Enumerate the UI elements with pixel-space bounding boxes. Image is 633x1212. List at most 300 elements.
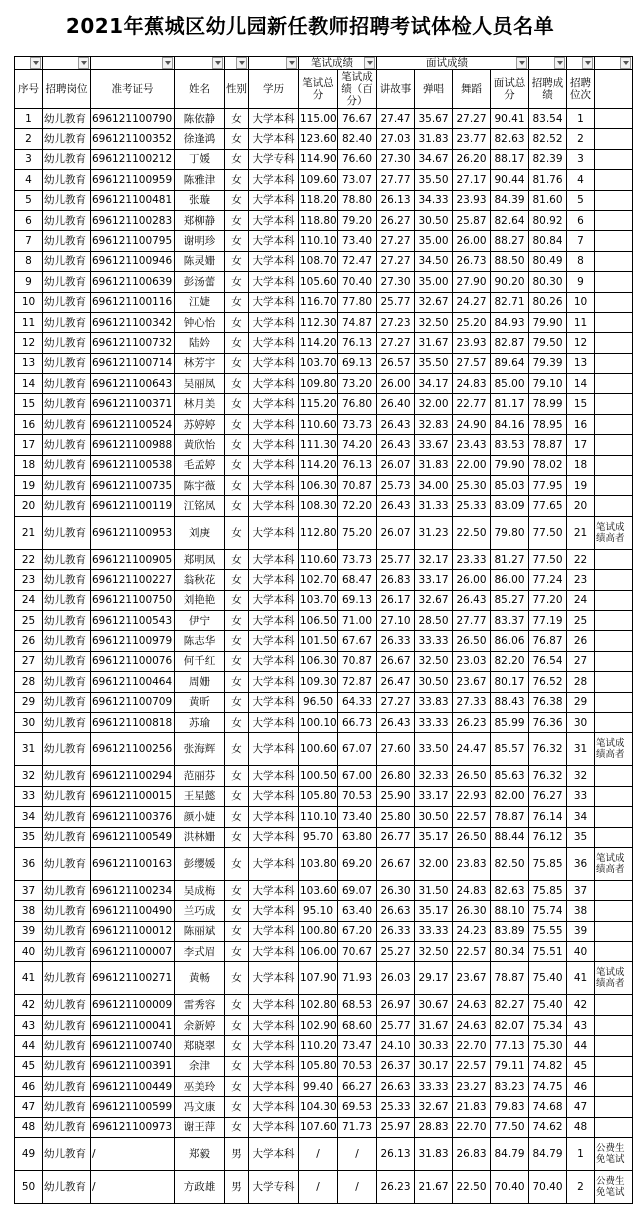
sing-cell: 34.33 (415, 190, 453, 210)
name-cell: 丁媛 (175, 149, 225, 169)
row-number: 6 (15, 210, 43, 230)
rank-cell: 27 (567, 651, 595, 671)
sex-cell: 女 (225, 1056, 249, 1076)
row-number: 50 (15, 1171, 43, 1204)
story-cell: 25.80 (377, 807, 415, 827)
group-header-written-label: 笔试成绩 (311, 57, 353, 69)
table-row (15, 374, 633, 394)
education-cell: 大学本科 (249, 210, 299, 230)
page-title: 2021年蕉城区幼儿园新任教师招聘考试体检人员名单 (65, 14, 555, 38)
story-cell: 26.23 (377, 1171, 415, 1204)
post-cell: 幼儿教育 (43, 807, 91, 827)
post-cell: 幼儿教育 (43, 942, 91, 962)
sing-cell: 34.67 (415, 149, 453, 169)
note-cell (595, 394, 633, 414)
final-score-cell: 70.40 (529, 1171, 567, 1204)
written-percent-cell: 68.60 (338, 1015, 377, 1035)
interview-total-cell: 84.39 (491, 190, 529, 210)
row-number: 27 (15, 651, 43, 671)
final-score-cell: 80.26 (529, 292, 567, 312)
written-percent-cell: 74.20 (338, 435, 377, 455)
written-percent-cell: 69.07 (338, 880, 377, 900)
row-number: 13 (15, 353, 43, 373)
story-cell: 26.77 (377, 827, 415, 847)
interview-total-cell: 80.34 (491, 942, 529, 962)
sex-cell: 女 (225, 712, 249, 732)
table-row (15, 129, 633, 149)
note-cell (595, 1036, 633, 1056)
dance-cell: 22.93 (453, 786, 491, 806)
note-cell (595, 251, 633, 271)
education-cell: 大学本科 (249, 251, 299, 271)
story-cell: 26.00 (377, 374, 415, 394)
row-number: 10 (15, 292, 43, 312)
written-total-cell: 114.20 (299, 455, 338, 475)
sex-cell: 女 (225, 129, 249, 149)
post-cell: 幼儿教育 (43, 1117, 91, 1137)
post-cell: 幼儿教育 (43, 476, 91, 496)
sing-cell: 33.33 (415, 712, 453, 732)
education-cell: 大学本科 (249, 394, 299, 414)
exam-id-cell: 696121100599 (91, 1097, 175, 1117)
dance-cell: 27.17 (453, 170, 491, 190)
final-score-cell: 77.65 (529, 496, 567, 516)
name-cell: 郑晓翠 (175, 1036, 225, 1056)
post-cell: 幼儿教育 (43, 1056, 91, 1076)
row-number: 42 (15, 995, 43, 1015)
final-score-cell: 79.50 (529, 333, 567, 353)
written-total-cell: 115.00 (299, 109, 338, 129)
filter-cell[interactable] (43, 57, 91, 70)
exam-id-cell: 696121100790 (91, 109, 175, 129)
education-cell: 大学本科 (249, 374, 299, 394)
rank-cell: 39 (567, 921, 595, 941)
exam-id-cell: 696121100639 (91, 272, 175, 292)
story-cell: 27.30 (377, 149, 415, 169)
story-cell: 26.07 (377, 516, 415, 549)
written-percent-cell: 71.00 (338, 610, 377, 630)
rank-cell: 12 (567, 333, 595, 353)
name-cell: 吴成梅 (175, 880, 225, 900)
exam-id-cell: 696121100959 (91, 170, 175, 190)
sex-cell: 女 (225, 692, 249, 712)
sing-cell: 32.67 (415, 590, 453, 610)
interview-total-cell: 82.50 (491, 847, 529, 880)
candidate-table (14, 56, 633, 1204)
sing-cell: 32.00 (415, 394, 453, 414)
dance-cell: 22.70 (453, 1036, 491, 1056)
written-total-cell: 103.70 (299, 353, 338, 373)
table-row (15, 231, 633, 251)
exam-id-cell: 696121100015 (91, 786, 175, 806)
dance-cell: 26.00 (453, 231, 491, 251)
dance-cell: 24.27 (453, 292, 491, 312)
rank-cell: 46 (567, 1077, 595, 1097)
education-cell: 大学本科 (249, 1056, 299, 1076)
col-header (595, 70, 633, 109)
filter-cell[interactable] (175, 57, 225, 70)
final-score-cell: 75.74 (529, 901, 567, 921)
written-total-cell: / (299, 1171, 338, 1204)
name-cell: 王星懿 (175, 786, 225, 806)
exam-id-cell: 696121100256 (91, 733, 175, 766)
dance-cell: 22.70 (453, 1117, 491, 1137)
written-percent-cell: 67.07 (338, 733, 377, 766)
sex-cell: 女 (225, 1117, 249, 1137)
name-cell: 徐逢鸿 (175, 129, 225, 149)
rank-cell: 13 (567, 353, 595, 373)
final-score-cell: 76.27 (529, 786, 567, 806)
table-row (15, 170, 633, 190)
interview-total-cell: 82.00 (491, 786, 529, 806)
written-total-cell: 115.20 (299, 394, 338, 414)
final-score-cell: 81.60 (529, 190, 567, 210)
story-cell: 26.30 (377, 880, 415, 900)
story-cell: 25.97 (377, 1117, 415, 1137)
sex-cell: 女 (225, 251, 249, 271)
dance-cell: 25.33 (453, 496, 491, 516)
rank-cell: 40 (567, 942, 595, 962)
written-total-cell: 110.20 (299, 1036, 338, 1056)
sex-cell: 女 (225, 733, 249, 766)
dance-cell: 27.90 (453, 272, 491, 292)
final-score-cell: 75.30 (529, 1036, 567, 1056)
written-percent-cell: 76.13 (338, 333, 377, 353)
education-cell: 大学本科 (249, 272, 299, 292)
education-cell: 大学本科 (249, 570, 299, 590)
sing-cell: 21.67 (415, 1171, 453, 1204)
row-number: 49 (15, 1138, 43, 1171)
written-total-cell: 105.60 (299, 272, 338, 292)
filter-cell[interactable] (15, 57, 43, 70)
exam-id-cell: 696121100905 (91, 549, 175, 569)
written-total-cell: 109.60 (299, 170, 338, 190)
row-number: 3 (15, 149, 43, 169)
interview-total-cell: 83.89 (491, 921, 529, 941)
written-total-cell: 106.30 (299, 476, 338, 496)
education-cell: 大学本科 (249, 1077, 299, 1097)
table-row (15, 496, 633, 516)
written-total-cell: 106.30 (299, 651, 338, 671)
sing-cell: 34.50 (415, 251, 453, 271)
written-total-cell: 103.70 (299, 590, 338, 610)
written-percent-cell: 69.53 (338, 1097, 377, 1117)
col-header: 性别 (225, 70, 249, 109)
written-total-cell: 100.10 (299, 712, 338, 732)
education-cell: 大学本科 (249, 610, 299, 630)
note-cell: 笔试成绩高者 (595, 962, 633, 995)
exam-id-cell: 696121100973 (91, 1117, 175, 1137)
row-number: 44 (15, 1036, 43, 1056)
post-cell: 幼儿教育 (43, 651, 91, 671)
final-score-cell: 80.30 (529, 272, 567, 292)
story-cell: 26.67 (377, 651, 415, 671)
filter-cell[interactable] (529, 57, 567, 70)
sing-cell: 33.17 (415, 786, 453, 806)
dance-cell: 26.20 (453, 149, 491, 169)
education-cell: 大学本科 (249, 292, 299, 312)
dance-cell: 24.90 (453, 414, 491, 434)
name-cell: 谢王萍 (175, 1117, 225, 1137)
sing-cell: 30.50 (415, 807, 453, 827)
exam-id-cell: 696121100449 (91, 1077, 175, 1097)
written-percent-cell: 74.87 (338, 312, 377, 332)
dance-cell: 25.20 (453, 312, 491, 332)
col-header: 笔试成绩（百分） (338, 70, 377, 109)
final-score-cell: 77.19 (529, 610, 567, 630)
rank-cell: 29 (567, 692, 595, 712)
note-cell (595, 631, 633, 651)
sex-cell: 女 (225, 516, 249, 549)
sex-cell: 女 (225, 827, 249, 847)
written-percent-cell: 69.13 (338, 353, 377, 373)
group-header-written[interactable] (299, 57, 377, 70)
story-cell: 26.37 (377, 1056, 415, 1076)
education-cell: 大学本科 (249, 672, 299, 692)
rank-cell: 31 (567, 733, 595, 766)
interview-total-cell: 82.63 (491, 129, 529, 149)
final-score-cell: 76.32 (529, 766, 567, 786)
filter-row (15, 57, 633, 70)
name-cell: 陈依静 (175, 109, 225, 129)
rank-cell: 17 (567, 435, 595, 455)
exam-id-cell: 696121100352 (91, 129, 175, 149)
table-row (15, 272, 633, 292)
col-header: 序号 (15, 70, 43, 109)
sing-cell: 31.83 (415, 129, 453, 149)
note-cell (595, 590, 633, 610)
interview-total-cell: 85.27 (491, 590, 529, 610)
row-number: 19 (15, 476, 43, 496)
name-cell: 雷秀容 (175, 995, 225, 1015)
written-total-cell: 99.40 (299, 1077, 338, 1097)
table-row (15, 149, 633, 169)
table-row (15, 1138, 633, 1171)
final-score-cell: 76.36 (529, 712, 567, 732)
name-cell: 谢明珍 (175, 231, 225, 251)
sing-cell: 32.50 (415, 651, 453, 671)
sing-cell: 28.50 (415, 610, 453, 630)
exam-id-cell: 696121100464 (91, 672, 175, 692)
filter-cell[interactable] (225, 57, 249, 70)
name-cell: 彭汤蕾 (175, 272, 225, 292)
sex-cell: 女 (225, 109, 249, 129)
dance-cell: 22.00 (453, 455, 491, 475)
written-total-cell: 123.60 (299, 129, 338, 149)
exam-id-cell: 696121100538 (91, 455, 175, 475)
dance-cell: 23.93 (453, 190, 491, 210)
interview-total-cell: 83.37 (491, 610, 529, 630)
sex-cell: 女 (225, 231, 249, 251)
table-row (15, 942, 633, 962)
table-row (15, 435, 633, 455)
name-cell: 巫美玲 (175, 1077, 225, 1097)
table-row (15, 1097, 633, 1117)
sex-cell: 女 (225, 549, 249, 569)
education-cell: 大学本科 (249, 516, 299, 549)
table-row (15, 1117, 633, 1137)
name-cell: 黄畅 (175, 962, 225, 995)
filter-cell[interactable] (249, 57, 299, 70)
exam-id-cell: 696121100946 (91, 251, 175, 271)
dance-cell: 26.73 (453, 251, 491, 271)
note-cell (595, 921, 633, 941)
dropdown-arrow-icon (239, 61, 245, 65)
name-cell: 郑毅 (175, 1138, 225, 1171)
final-score-cell: 75.34 (529, 1015, 567, 1035)
final-score-cell: 79.90 (529, 312, 567, 332)
row-number: 43 (15, 1015, 43, 1035)
written-total-cell: 118.20 (299, 190, 338, 210)
rank-cell: 16 (567, 414, 595, 434)
sex-cell: 女 (225, 786, 249, 806)
written-percent-cell: 76.67 (338, 109, 377, 129)
story-cell: 26.27 (377, 210, 415, 230)
table-row (15, 1077, 633, 1097)
written-total-cell: 109.80 (299, 374, 338, 394)
table-row (15, 312, 633, 332)
final-score-cell: 75.51 (529, 942, 567, 962)
table-row (15, 995, 633, 1015)
interview-total-cell: 82.71 (491, 292, 529, 312)
interview-total-cell: 79.90 (491, 455, 529, 475)
story-cell: 26.13 (377, 190, 415, 210)
dance-cell: 24.23 (453, 921, 491, 941)
written-percent-cell: 75.20 (338, 516, 377, 549)
rank-cell: 2 (567, 129, 595, 149)
final-score-cell: 76.54 (529, 651, 567, 671)
education-cell: 大学本科 (249, 170, 299, 190)
note-cell: 公费生免笔试 (595, 1171, 633, 1204)
row-number: 23 (15, 570, 43, 590)
post-cell: 幼儿教育 (43, 1036, 91, 1056)
dance-cell: 26.50 (453, 631, 491, 651)
name-cell: 颜小婕 (175, 807, 225, 827)
education-cell: 大学本科 (249, 733, 299, 766)
rank-cell: 36 (567, 847, 595, 880)
exam-id-cell: 696121100795 (91, 231, 175, 251)
interview-total-cell: 88.50 (491, 251, 529, 271)
note-cell (595, 570, 633, 590)
filter-cell[interactable] (595, 57, 633, 70)
sex-cell: 女 (225, 312, 249, 332)
written-total-cell: 105.80 (299, 786, 338, 806)
row-number: 31 (15, 733, 43, 766)
sex-cell: 女 (225, 610, 249, 630)
filter-cell[interactable] (567, 57, 595, 70)
name-cell: 林芳宇 (175, 353, 225, 373)
education-cell: 大学本科 (249, 353, 299, 373)
final-score-cell: 84.79 (529, 1138, 567, 1171)
dance-cell: 25.30 (453, 476, 491, 496)
dance-cell: 26.50 (453, 827, 491, 847)
name-cell: 陆妗 (175, 333, 225, 353)
table-row (15, 733, 633, 766)
table-row (15, 292, 633, 312)
written-total-cell: 101.50 (299, 631, 338, 651)
rank-cell: 35 (567, 827, 595, 847)
education-cell: 大学本科 (249, 129, 299, 149)
rank-cell: 7 (567, 231, 595, 251)
dance-cell: 22.50 (453, 516, 491, 549)
story-cell: 26.83 (377, 570, 415, 590)
interview-total-cell: 84.79 (491, 1138, 529, 1171)
sing-cell: 33.33 (415, 631, 453, 651)
education-cell: 大学本科 (249, 455, 299, 475)
group-header-interview[interactable] (377, 57, 529, 70)
rank-cell: 3 (567, 149, 595, 169)
sex-cell: 女 (225, 149, 249, 169)
written-percent-cell: 70.40 (338, 272, 377, 292)
dropdown-arrow-icon (585, 61, 591, 65)
sex-cell: 女 (225, 394, 249, 414)
interview-total-cell: 85.63 (491, 766, 529, 786)
table-row (15, 394, 633, 414)
education-cell: 大学本科 (249, 1015, 299, 1035)
story-cell: 27.27 (377, 333, 415, 353)
row-number: 39 (15, 921, 43, 941)
education-cell: 大学本科 (249, 827, 299, 847)
row-number: 36 (15, 847, 43, 880)
story-cell: 25.73 (377, 476, 415, 496)
interview-total-cell: 84.93 (491, 312, 529, 332)
post-cell: 幼儿教育 (43, 733, 91, 766)
sex-cell: 女 (225, 995, 249, 1015)
dance-cell: 26.23 (453, 712, 491, 732)
story-cell: 26.47 (377, 672, 415, 692)
note-cell (595, 1117, 633, 1137)
exam-id-cell: 696121100524 (91, 414, 175, 434)
sex-cell: 女 (225, 651, 249, 671)
rank-cell: 4 (567, 170, 595, 190)
sing-cell: 34.17 (415, 374, 453, 394)
post-cell: 幼儿教育 (43, 549, 91, 569)
name-cell: 毛孟婷 (175, 455, 225, 475)
col-header: 招聘岗位 (43, 70, 91, 109)
note-cell (595, 549, 633, 569)
rank-cell: 45 (567, 1056, 595, 1076)
education-cell: 大学本科 (249, 549, 299, 569)
post-cell: 幼儿教育 (43, 590, 91, 610)
story-cell: 25.27 (377, 942, 415, 962)
filter-cell[interactable] (91, 57, 175, 70)
written-total-cell: 108.70 (299, 251, 338, 271)
written-percent-cell: 72.20 (338, 496, 377, 516)
row-number: 38 (15, 901, 43, 921)
sing-cell: 35.17 (415, 901, 453, 921)
written-percent-cell: 66.27 (338, 1077, 377, 1097)
name-cell: 江婕 (175, 292, 225, 312)
note-cell (595, 476, 633, 496)
table-row (15, 414, 633, 434)
column-header-row (15, 70, 633, 109)
rank-cell: 19 (567, 476, 595, 496)
sex-cell: 女 (225, 901, 249, 921)
rank-cell: 32 (567, 766, 595, 786)
note-cell (595, 353, 633, 373)
dance-cell: 22.77 (453, 394, 491, 414)
education-cell: 大学本科 (249, 333, 299, 353)
name-cell: 余津 (175, 1056, 225, 1076)
written-total-cell: / (299, 1138, 338, 1171)
note-cell (595, 1077, 633, 1097)
written-percent-cell: 79.20 (338, 210, 377, 230)
interview-total-cell: 84.16 (491, 414, 529, 434)
dance-cell: 24.83 (453, 880, 491, 900)
exam-id-cell: 696121100007 (91, 942, 175, 962)
written-percent-cell: 70.53 (338, 1056, 377, 1076)
sex-cell: 女 (225, 1015, 249, 1035)
